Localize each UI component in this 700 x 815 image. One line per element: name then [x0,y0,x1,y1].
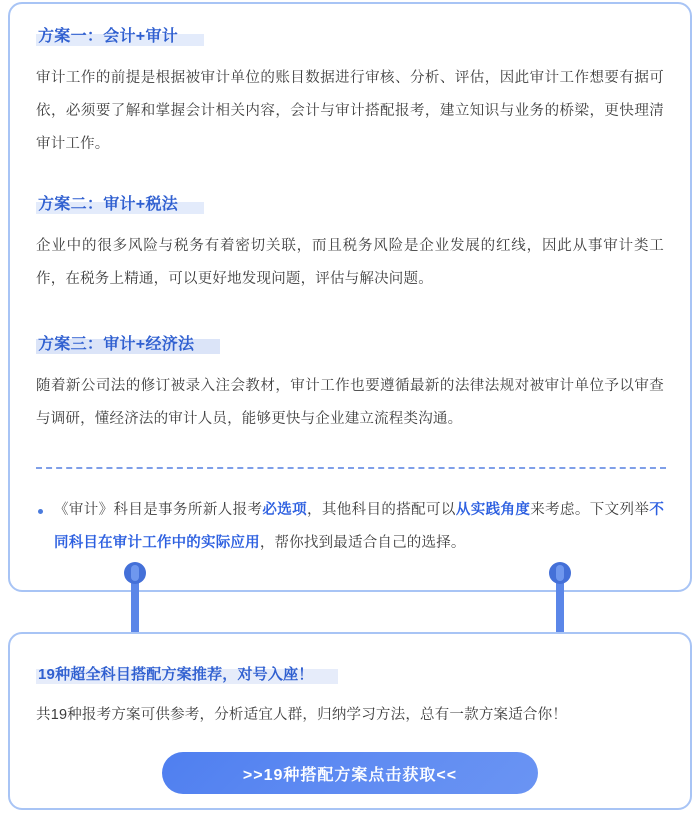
dashed-divider [36,467,666,469]
note-emphasis-2: 从实践角度 [455,502,531,518]
section-option-2 [36,194,664,296]
options-card [8,2,692,592]
note-text-part-3: 来考虑。下文列举 [530,502,650,518]
get-plans-button[interactable]: >>19种搭配方案点击获取<< [162,752,538,794]
section-2-body: 企业中的很多风险与税务有着密切关联，而且税务风险是企业发展的红线，因此从事审计类工作，在税务上精通，可以更好地发现问题，评估与解决问题。 [36,238,664,287]
section-1-heading: 方案一：会计+审计 [36,26,664,48]
section-3-body: 随着新公司法的修订被录入注会教材，审计工作也要遵循最新的法律法规对被审计单位予以审查与调研，懂经济法的审计人员，能够更快与企业建立流程类沟通。 [36,378,664,427]
connector-left-dot-top [124,562,146,584]
section-3-heading: 方案三：审计+经济法 [36,334,664,356]
section-option-1 [36,26,664,161]
note-text-part-2: ，其他科目的搭配可以 [307,502,456,518]
cta-subtitle: 共19种报考方案可供参考，分析适宜人群，归纳学习方法，总有一款方案适合你！ [36,707,568,723]
note-text-part-1: 《审计》科目是事务所新人报考 [54,502,263,518]
note-text-part-4: ，帮你找到最适合自己的选择。 [259,535,466,551]
cta-heading: 19种超全科目搭配方案推荐，对号入座！ [36,664,664,686]
summary-note [36,494,664,560]
note-emphasis-1: 必选项 [262,502,307,518]
cta-card [8,632,692,810]
bullet-dot-icon [38,509,43,514]
section-1-body: 审计工作的前提是根据被审计单位的账目数据进行审核、分析、评估，因此审计工作想要有据可依，必须要了解和掌握会计相关内容，会计与审计搭配报考，建立知识与业务的桥梁，更快理清审计工作。 [36,70,664,152]
section-2-heading: 方案二：审计+税法 [36,194,664,216]
connector-right-dot-top [549,562,571,584]
section-option-3 [36,334,664,436]
cta-button-wrap [10,752,690,794]
note-emphasis-3: 不同科目在审计工作中的实际应用 [54,502,665,551]
